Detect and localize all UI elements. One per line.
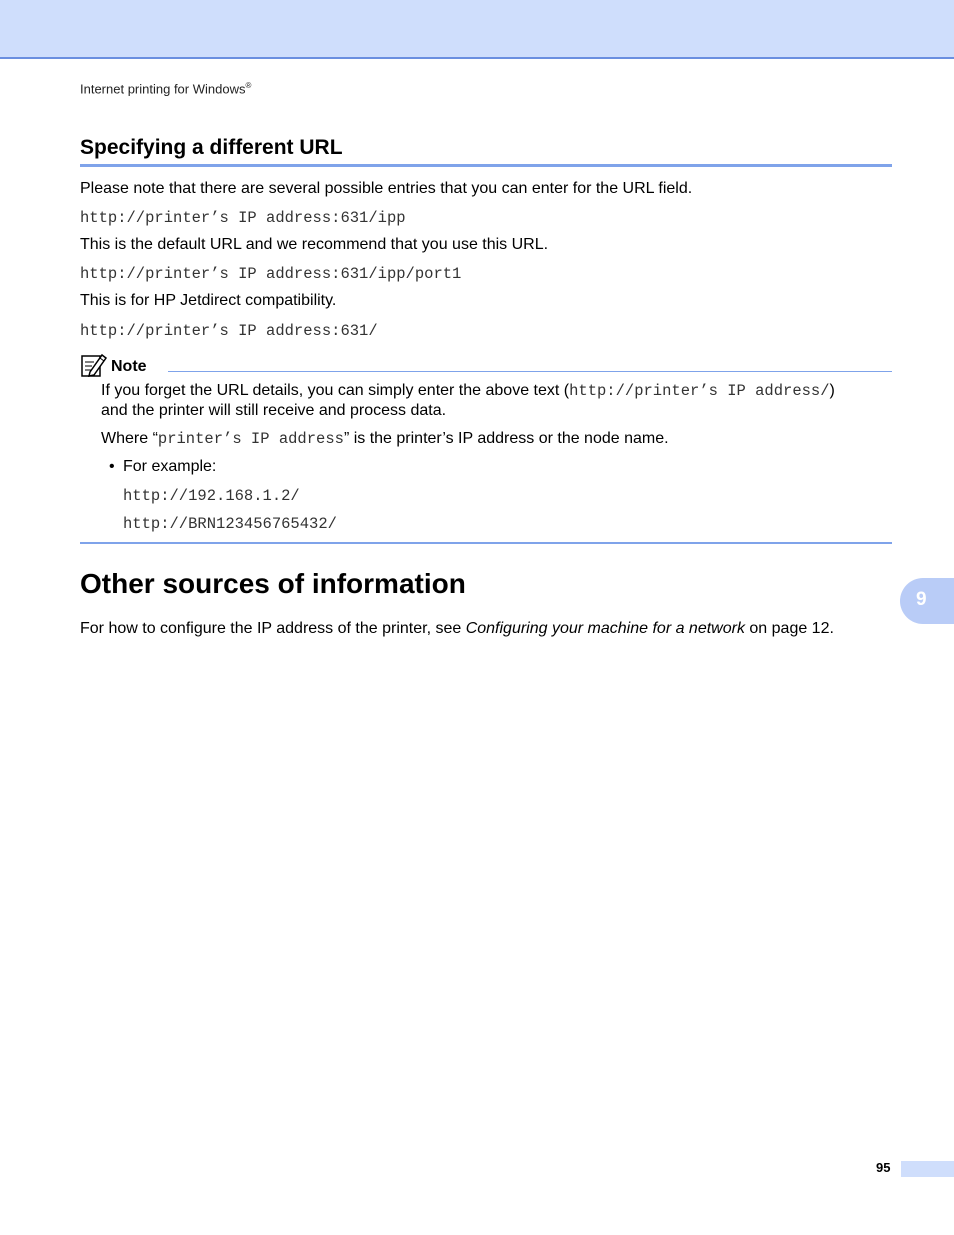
registered-mark: ® — [245, 81, 252, 90]
note-where: Where “printer’s IP address” is the printer’s IP address or the node name. — [101, 430, 669, 448]
cross-reference-link[interactable]: Configuring your machine for a network — [465, 620, 745, 637]
url-port1-description: This is for HP Jetdirect compatibility. — [80, 292, 337, 309]
url-root: http://printer’s IP address:631/ — [80, 322, 378, 340]
section-heading-other-sources: Other sources of information — [80, 568, 466, 599]
note-header — [80, 352, 892, 378]
note-pencil-icon — [80, 352, 108, 378]
url-ipp: http://printer’s IP address:631/ipp — [80, 209, 406, 227]
url-ipp-description: This is the default URL and we recommend that you use this URL. — [80, 236, 549, 253]
url-port1: http://printer’s IP address:631/ipp/port1 — [80, 265, 462, 283]
other-sources-text: For how to configure the IP address of the printer, see Configuring your machine for a network on page 12. — [80, 620, 834, 637]
note-label: Note — [111, 358, 147, 375]
intro-text: Please note that there are several possible entries that you can enter for the URL field. — [80, 180, 693, 197]
page-number-bar — [901, 1161, 954, 1177]
chapter-tab: 9 — [900, 578, 954, 624]
note-line-1: If you forget the URL details, you can simply enter the above text (http://printer’s IP address/) — [101, 382, 835, 400]
note-divider — [168, 371, 892, 372]
page-number: 95 — [876, 1160, 891, 1175]
section-heading-url: Specifying a different URL — [80, 136, 892, 167]
note-bullet: • — [109, 458, 115, 475]
note-line-2: and the printer will still receive and process data. — [101, 402, 447, 419]
note-example-ip: http://192.168.1.2/ — [123, 487, 300, 505]
running-title: Internet printing for Windows® — [80, 81, 252, 97]
header-band — [0, 0, 954, 59]
note-example-label: For example: — [123, 458, 217, 475]
note-example-node: http://BRN123456765432/ — [123, 515, 337, 533]
note-url: http://printer’s IP address/ — [569, 382, 830, 400]
note-where-code: printer’s IP address — [157, 430, 344, 448]
note-bottom-rule — [80, 542, 892, 544]
